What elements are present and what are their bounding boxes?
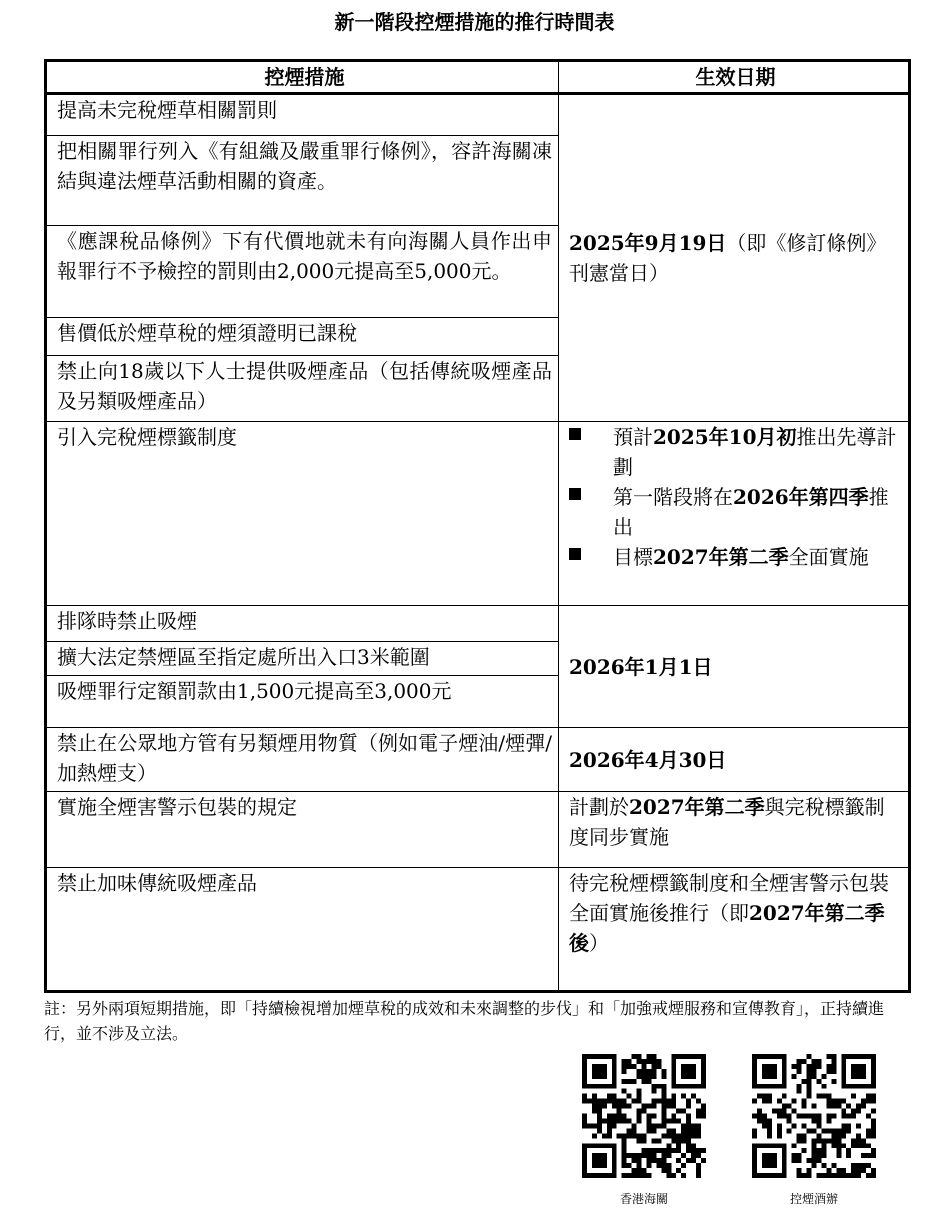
list-item: 預計2025年10月初推出先導計劃 xyxy=(569,422,900,482)
measure-cell: 實施全煙害警示包裝的規定 xyxy=(46,792,559,868)
header-effective-date: 生效日期 xyxy=(559,61,910,94)
measure-cell: 禁止在公眾地方管有另類煙用物質（例如電子煙油/煙彈/加熱煙支） xyxy=(46,728,559,792)
date-cell xyxy=(559,422,910,606)
table-header-row xyxy=(46,61,910,94)
measure-cell: 排隊時禁止吸煙 xyxy=(46,606,559,642)
schedule-table xyxy=(44,59,911,993)
measure-cell: 把相關罪行列入《有組織及嚴重罪行條例》，容許海關凍結與違法煙草活動相關的資產。 xyxy=(46,136,559,226)
date-bold: 2025年9月19日 xyxy=(569,231,727,255)
table-row xyxy=(46,94,910,136)
footnote: 註：另外兩項短期措施，即「持續檢視增加煙草稅的成效和未來調整的步伐」和「加強戒煙服務和宣傳教育」，正持續進行，並不涉及立法。 xyxy=(44,999,885,1043)
header-measure: 控煙措施 xyxy=(46,61,559,94)
customs-qr-code-icon xyxy=(582,1054,706,1178)
list-item: 目標2027年第二季全面實施 xyxy=(569,542,900,572)
qr-label: 控煙酒辦 xyxy=(789,1192,838,1206)
measure-cell: 《應課稅品條例》下有代價地就未有向海關人員作出申報罪行不予檢控的罰則由2,000元提高至5,000元。 xyxy=(46,226,559,318)
date-cell: 計劃於2027年第二季與完稅標籤制度同步實施 xyxy=(559,792,910,868)
list-item: 第一階段將在2026年第四季推出 xyxy=(569,482,900,542)
tobacco-control-qr-code-icon xyxy=(752,1054,876,1178)
measure-cell: 引入完稅煙標籤制度 xyxy=(46,422,559,606)
date-bold: 2026年1月1日 xyxy=(569,654,713,679)
table-row xyxy=(46,868,910,992)
measure-cell: 擴大法定禁煙區至指定處所出入口3米範圍 xyxy=(46,642,559,676)
measure-cell: 售價低於煙草稅的煙須證明已課稅 xyxy=(46,318,559,356)
date-cell: 待完稅煙標籤制度和全煙害警示包裝全面實施後推行（即2027年第二季後） xyxy=(559,868,910,992)
table-row xyxy=(46,792,910,868)
qr-label: 香港海關 xyxy=(619,1192,668,1206)
measure-cell: 吸煙罪行定額罰款由1,500元提高至3,000元 xyxy=(46,676,559,728)
page-title: 新一階段控煙措施的推行時間表 xyxy=(334,10,615,34)
square-bullet-icon xyxy=(569,488,581,500)
square-bullet-icon xyxy=(569,428,581,440)
measure-cell: 禁止向18歲以下人士提供吸煙產品（包括傳統吸煙產品及另類吸煙產品） xyxy=(46,356,559,422)
date-cell xyxy=(559,606,910,728)
date-bold: 2026年4月30日 xyxy=(569,747,727,772)
table-row xyxy=(46,606,910,642)
square-bullet-icon xyxy=(569,548,581,560)
bullet-list xyxy=(569,422,900,572)
date-cell xyxy=(559,728,910,792)
table-row xyxy=(46,728,910,792)
table-row xyxy=(46,422,910,606)
date-cell xyxy=(559,94,910,422)
measure-cell: 提高未完稅煙草相關罰則 xyxy=(46,94,559,136)
date-text: （即《修訂條例》刊憲當日） xyxy=(569,231,887,285)
measure-cell: 禁止加味傳統吸煙產品 xyxy=(46,868,559,992)
